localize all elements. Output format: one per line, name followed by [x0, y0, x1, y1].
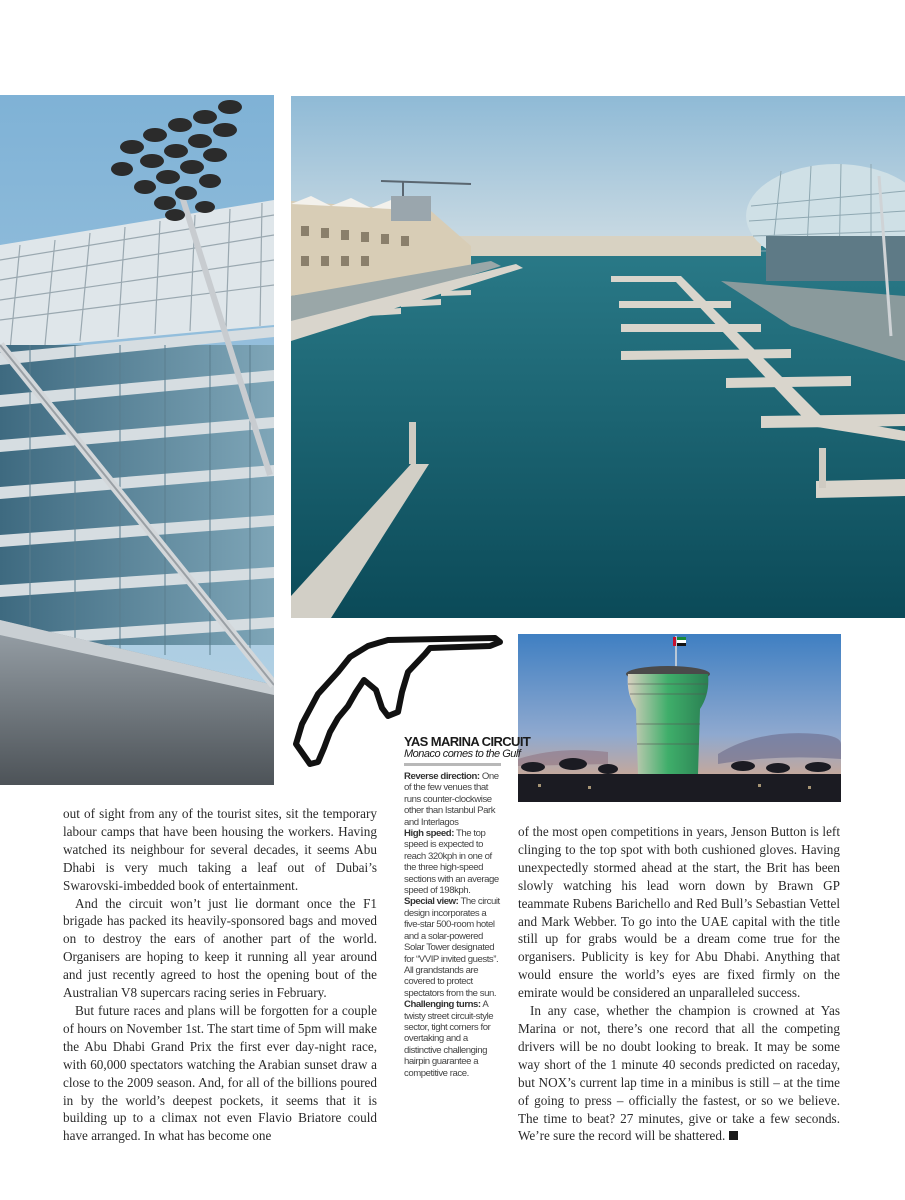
article-right-column [518, 823, 840, 1145]
sidebar-heading: YAS MARINA CIRCUIT [404, 734, 531, 749]
sidebar-divider [404, 763, 501, 766]
fact-text: One of the few venues that runs counter-clockwise other than Istanbul Park and Interlagos [404, 771, 499, 828]
hotel-facade-photo [0, 95, 274, 785]
fact-item [404, 771, 499, 828]
fact-label: Special view: [404, 896, 459, 908]
fact-label: Reverse direction: [404, 771, 480, 782]
article-paragraph: of the most open competitions in years, Jenson Button is left clinging to the top spot with both cushioned gloves. Having unexpectedly stormed ahead at the start, the Brit has been slowly watching his lead worn down by Brawn GP teammate Rubens Barichello and Red Bull’s Sebastian Vettel and Mark Webber. To go into the UAE capital with the title still up for grabs would be a dream come true for the organisers. Publicity is key for Abu Dhabi. Anything that would ensure the world’s eyes are fixed firmly on the emirate would be considered an unparalleled success. [518, 824, 840, 1001]
marina-photo [291, 96, 905, 618]
sidebar-facts [404, 771, 504, 1079]
article-left-column [63, 805, 377, 1145]
article-paragraph: And the circuit won’t just lie dormant once the F1 brigade has packed its heavily-sponsored bags and moved on to destroy the ears of another part of the world. Organisers are hoping to keep it running all year around and just recently agreed to host the opening bout of the Australian V8 supercars racing series in February. [63, 895, 377, 1001]
article-paragraph: But future races and plans will be forgotten for a couple of hours on November 1st. The start time of 5pm will make the Abu Dhabi Grand Prix the first ever day-night race, with 60,000 spectators watching the Arabian sunset draw a close to the 2009 season. And, for all of the billions poured in by the world’s deepest pockets, it seems that it is building up to a climax not even Flavio Briatore could have arranged. In what has become one [63, 1002, 378, 1144]
sidebar-subheading: Monaco comes to the Gulf [404, 748, 521, 760]
marina-tower-photo [518, 634, 841, 802]
fact-label: Challenging turns: [404, 999, 481, 1011]
article-paragraph-final [518, 1002, 840, 1145]
fact-text: A twisty street circuit-style sector, tight corners for overtaking and a distinctive challenging hairpin guarantee a competitive race. [404, 999, 494, 1079]
article-paragraph: out of sight from any of the tourist sites, sit the temporary labour camps that have been housing the workers. Having watched its neighbour for several decades, it seems Abu Dhabi is very much taking a leaf out of Dubai’s Swarovski-imbedded book of entertainment. [63, 806, 377, 893]
fact-item [404, 828, 499, 896]
fact-item [404, 999, 493, 1078]
fact-label: High speed: [404, 828, 454, 840]
end-of-article-mark [729, 1131, 738, 1140]
fact-item [404, 896, 500, 998]
fact-text: The circuit design incorporates a five-star 500-room hotel and a solar-powered Solar Tower designated for “VVIP invited guests”. All grandstands are covered to protect spectators from the sun. [404, 896, 500, 999]
fact-text: The top speed is expected to reach 320kph in one of the three high-speed sections with an average speed of 198kph. [404, 828, 499, 897]
final-paragraph-text: In any case, whether the champion is crowned at Yas Marina or not, there’s one record that all the competing drivers will be no doubt looking to break. It may be some way short of the 1 minute 40 seconds predicted on raceday, but NOX’s current lap time in a minibus is still – at the time of going to press – officially the fastest, or so we believe. The time to beat? 27 minutes, give or take a few seconds. We’re sure the record will be shattered. [518, 1003, 840, 1144]
